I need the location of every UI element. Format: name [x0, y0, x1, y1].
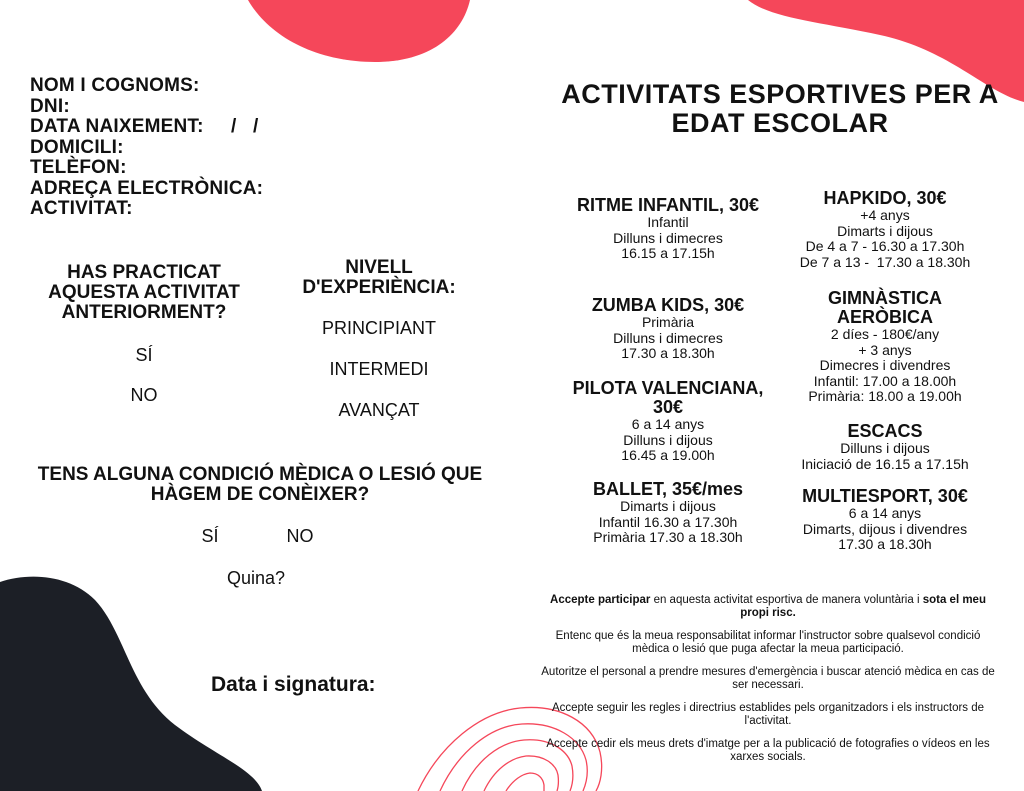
- activity-detail: + 3 anys: [858, 341, 912, 358]
- activity-card: [780, 289, 990, 405]
- experience-level-question: NIVELL D'EXPERIÈNCIA:: [302, 257, 456, 298]
- activity-detail: 6 a 14 anys: [848, 505, 922, 521]
- activity-name: MULTIESPORT, 30€: [802, 486, 968, 506]
- birthdate-field-label[interactable]: DATA NAIXEMENT: / /: [30, 116, 259, 137]
- activity-name: BALLET, 35€/mes: [592, 479, 744, 499]
- activity-field-label[interactable]: ACTIVITAT:: [30, 198, 133, 219]
- medical-yes-option[interactable]: SÍ: [201, 526, 219, 546]
- activity-detail: 16.15 a 17.15h: [621, 245, 715, 261]
- activity-card: [560, 480, 776, 546]
- activity-detail: Primària: 18.00 a 19.00h: [808, 388, 962, 404]
- terms-emergency: Autoritze el personal a prendre mesures d'emergència i buscar atenció mèdica en cas de ser necessari.: [541, 666, 995, 691]
- activity-detail: 6 a 14 anys: [631, 416, 705, 432]
- terms-image-rights: Accepte cedir els meus drets d'imatge per a la publicació de fotografies o vídeos en les xarxes socials.: [546, 738, 990, 763]
- activity-detail: +4 anys: [860, 207, 910, 223]
- level-advanced-option[interactable]: AVANÇAT: [338, 400, 420, 420]
- activity-detail: Dilluns i dimecres: [613, 229, 723, 246]
- top-blob-shape: [248, 0, 470, 62]
- activity-detail: Dilluns i dijous: [623, 431, 713, 448]
- activity-card: [570, 196, 766, 262]
- phone-field-label[interactable]: TELÈFON:: [30, 157, 127, 178]
- activity-detail: Dimarts i dijous: [620, 498, 716, 514]
- activity-name: ZUMBA KIDS, 30€: [591, 295, 745, 315]
- terms-text: en aquesta activitat esportiva de manera voluntària i: [650, 594, 923, 606]
- activity-card: [780, 189, 990, 270]
- level-beginner-option[interactable]: PRINCIPIANT: [321, 318, 436, 338]
- activity-name: RITME INFANTIL, 30€: [576, 195, 760, 215]
- activity-detail: De 4 a 7 - 16.30 a 17.30h: [805, 238, 965, 254]
- activity-detail: Infantil: 17.00 a 18.00h: [813, 372, 957, 389]
- activity-detail: 16.45 a 19.00h: [621, 447, 715, 463]
- activity-detail: Primària: [641, 314, 695, 330]
- signature-label: Data i signatura:: [211, 673, 376, 696]
- activity-detail: 2 díes - 180€/any: [830, 326, 940, 342]
- terms-responsibility: Entenc que és la meua responsabilitat informar l'instructor sobre qualsevol condició mèdica o lesió que puga afectar la meua participació.: [555, 630, 981, 655]
- activity-detail: 17.30 a 18.30h: [621, 345, 715, 361]
- activity-detail: De 7 a 13 - 17.30 a 18.30h: [799, 253, 971, 270]
- activity-detail: Primària 17.30 a 18.30h: [593, 529, 743, 545]
- medical-no-option[interactable]: NO: [286, 526, 314, 546]
- activity-card: [570, 379, 766, 464]
- terms-participation: [538, 594, 998, 620]
- medical-condition-question: TENS ALGUNA CONDICIÓ MÈDICA O LESIÓ QUE HÀGEM DE CONÈIXER?: [37, 464, 483, 505]
- level-intermediate-option[interactable]: INTERMEDI: [329, 359, 429, 379]
- activity-name: HAPKIDO, 30€: [823, 188, 947, 208]
- activity-name: ESCACS: [847, 421, 923, 441]
- terms-bold-text: Accepte participar: [550, 594, 651, 606]
- activity-detail: Dimecres i divendres: [819, 357, 951, 373]
- dni-field-label[interactable]: DNI:: [30, 95, 70, 117]
- practice-no-option[interactable]: NO: [130, 385, 158, 405]
- practice-question: HAS PRACTICAT AQUESTA ACTIVITAT ANTERIORMENT?: [48, 262, 240, 323]
- activity-name: PILOTA VALENCIANA, 30€: [572, 378, 764, 417]
- personal-data-fields: [30, 76, 263, 220]
- activity-detail: Dimarts, dijous i divendres: [802, 520, 968, 537]
- terms-and-conditions: [538, 594, 998, 774]
- brochure-title: ACTIVITATS ESPORTIVES PER A EDAT ESCOLAR: [561, 79, 999, 138]
- activity-card: [780, 422, 990, 472]
- name-field-label[interactable]: NOM I COGNOMS:: [30, 75, 200, 96]
- activity-detail: 17.30 a 18.30h: [838, 536, 932, 552]
- activity-detail: Infantil: [647, 214, 689, 230]
- medical-which-field[interactable]: Quina?: [226, 568, 286, 588]
- activity-detail: Dimarts i dijous: [837, 222, 933, 239]
- terms-bold-text: sota el meu propi risc.: [740, 594, 986, 619]
- activity-card: [560, 296, 776, 362]
- activity-detail: Dilluns i dimecres: [613, 329, 723, 346]
- activity-detail: Dilluns i dijous: [840, 440, 930, 456]
- address-field-label[interactable]: DOMICILI:: [30, 136, 124, 158]
- activity-name: GIMNÀSTICA AERÒBICA: [828, 288, 942, 327]
- practice-yes-option[interactable]: SÍ: [135, 345, 153, 365]
- email-field-label[interactable]: ADREÇA ELECTRÒNICA:: [30, 177, 264, 199]
- terms-rules: Accepte seguir les regles i directrius establides pels organitzadors i els instructors de l'activitat.: [551, 702, 985, 727]
- activity-detail: Iniciació de 16.15 a 17.15h: [801, 455, 969, 472]
- activity-card: [775, 487, 995, 553]
- activity-detail: Infantil 16.30 a 17.30h: [598, 513, 738, 530]
